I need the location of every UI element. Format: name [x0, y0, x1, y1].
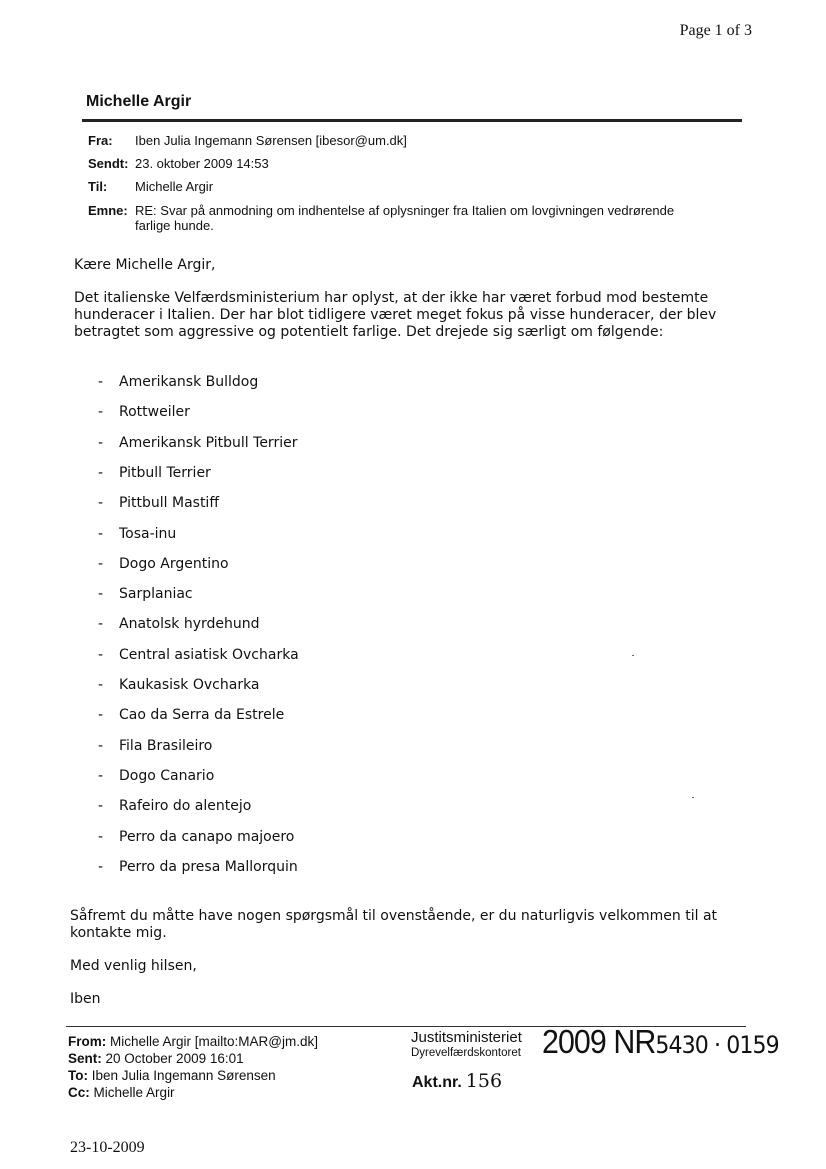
to-label: Til: [88, 179, 108, 194]
bullet-dash: - [98, 677, 104, 693]
bullet-dash: - [98, 707, 104, 723]
bullet-dash: - [98, 798, 104, 814]
breed-list-item [98, 526, 176, 542]
breed-name: Anatolsk hyrdehund [119, 616, 260, 632]
fwd-to-value: Iben Julia Ingemann Sørensen [91, 1068, 276, 1083]
intro-line-2: hunderacer i Italien. Der har blot tidligere været meget fokus på visse hunderacer, der blev [74, 307, 717, 323]
breed-list-item [98, 768, 214, 784]
akt-label: Akt.nr. [412, 1074, 462, 1091]
fwd-sent-label: Sent: [68, 1051, 102, 1066]
bullet-dash: - [98, 738, 104, 754]
breed-name: Amerikansk Bulldog [119, 374, 259, 390]
from-value: Iben Julia Ingemann Sørensen [ibesor@um.dk] [135, 133, 407, 148]
stamp-case-number [542, 1023, 779, 1061]
sign-off: Med venlig hilsen, [70, 958, 197, 974]
header-to [88, 179, 735, 194]
to-value: Michelle Argir [135, 179, 214, 194]
breed-name: Dogo Argentino [119, 556, 229, 572]
bullet-dash: - [98, 647, 104, 663]
fwd-to-label: To: [68, 1068, 88, 1083]
fwd-cc-label: Cc: [68, 1085, 90, 1100]
fwd-from-label: From: [68, 1034, 107, 1049]
breed-list-item [98, 374, 258, 390]
page-number: Page 1 of 3 [679, 22, 752, 39]
header-sent [88, 156, 735, 171]
sent-value: 23. oktober 2009 14:53 [135, 156, 269, 171]
bullet-dash: - [98, 768, 104, 784]
fwd-cc-value: Michelle Argir [93, 1085, 175, 1100]
intro-paragraph [74, 290, 716, 341]
fwd-from [68, 1033, 318, 1050]
closing-line-2: kontakte mig. [70, 925, 167, 941]
bullet-dash: - [98, 586, 104, 602]
signature: Iben [70, 991, 101, 1007]
scan-speck [692, 797, 694, 798]
breed-name: Dogo Canario [119, 768, 215, 784]
closing-paragraph [70, 908, 717, 942]
fwd-from-value: Michelle Argir [mailto:MAR@jm.dk] [110, 1034, 319, 1049]
breed-list-item [98, 829, 294, 845]
breed-list-item [98, 465, 211, 481]
bullet-dash: - [98, 829, 104, 845]
intro-line-1: Det italienske Velfærdsministerium har oplyst, at der ikke har været forbud mod bestemte [74, 290, 709, 306]
akt-number [412, 1070, 502, 1092]
header-subject [88, 203, 735, 233]
breed-name: Sarplaniac [119, 586, 193, 602]
breed-list-item [98, 798, 251, 814]
stamp-department: Dyrevelfærdskontoret [411, 1047, 521, 1059]
breed-name: Tosa-inu [119, 526, 177, 542]
breed-name: Kaukasisk Ovcharka [119, 677, 260, 693]
scan-speck [632, 655, 634, 656]
breed-list-item [98, 404, 190, 420]
forwarded-header [68, 1033, 318, 1101]
case-number-handwritten: 5430 · 0159 [655, 1031, 779, 1059]
from-label: Fra: [88, 133, 113, 148]
bullet-dash: - [98, 404, 104, 420]
bullet-dash: - [98, 616, 104, 632]
stamp-ministry: Justitsministeriet [411, 1029, 522, 1046]
breed-list-item [98, 859, 298, 875]
fwd-cc [68, 1084, 318, 1101]
subject-line-1: RE: Svar på anmodning om indhentelse af oplysninger fra Italien om lovgivningen vedrørende [135, 203, 675, 218]
breed-list-item [98, 677, 260, 693]
breed-name: Fila Brasileiro [119, 738, 213, 754]
breed-name: Rottweiler [119, 404, 190, 420]
bullet-dash: - [98, 465, 104, 481]
subject-value [135, 203, 735, 233]
breed-name: Pittbull Mastiff [119, 495, 219, 511]
breed-list-item [98, 495, 219, 511]
greeting: Kære Michelle Argir, [74, 257, 216, 273]
breed-list-item [98, 556, 229, 572]
bullet-dash: - [98, 374, 104, 390]
breed-name: Perro da canapo majoero [119, 829, 295, 845]
breed-name: Cao da Serra da Estrele [119, 707, 285, 723]
breed-list-item [98, 435, 297, 451]
breed-name: Amerikansk Pitbull Terrier [119, 435, 298, 451]
bullet-dash: - [98, 556, 104, 572]
akt-handwritten: 156 [465, 1070, 503, 1092]
breed-list-item [98, 707, 284, 723]
header-divider [82, 119, 742, 122]
breed-list-item [98, 738, 212, 754]
breed-list-item [98, 586, 193, 602]
print-date: 23-10-2009 [70, 1139, 145, 1156]
closing-line-1: Såfremt du måtte have nogen spørgsmål til ovenstående, er du naturligvis velkommen til at [70, 908, 718, 924]
header-from [88, 133, 735, 148]
sent-label: Sendt: [88, 156, 129, 171]
intro-line-3: betragtet som aggressive og potentielt farlige. Det drejede sig særligt om følgende: [74, 324, 664, 340]
fwd-sent [68, 1050, 318, 1067]
bullet-dash: - [98, 526, 104, 542]
sender-name: Michelle Argir [86, 93, 192, 110]
breed-list-item [98, 647, 299, 663]
bullet-dash: - [98, 495, 104, 511]
fwd-sent-value: 20 October 2009 16:01 [105, 1051, 244, 1066]
fwd-to [68, 1067, 318, 1084]
subject-label: Emne: [88, 203, 128, 218]
breed-name: Central asiatisk Ovcharka [119, 647, 299, 663]
case-number-printed: 2009 NR [542, 1023, 656, 1060]
breed-name: Rafeiro do alentejo [119, 798, 252, 814]
subject-line-2: farlige hunde. [135, 218, 214, 233]
bullet-dash: - [98, 435, 104, 451]
breed-list-item [98, 616, 260, 632]
bullet-dash: - [98, 859, 104, 875]
breed-name: Pitbull Terrier [119, 465, 211, 481]
breed-name: Perro da presa Mallorquin [119, 859, 298, 875]
